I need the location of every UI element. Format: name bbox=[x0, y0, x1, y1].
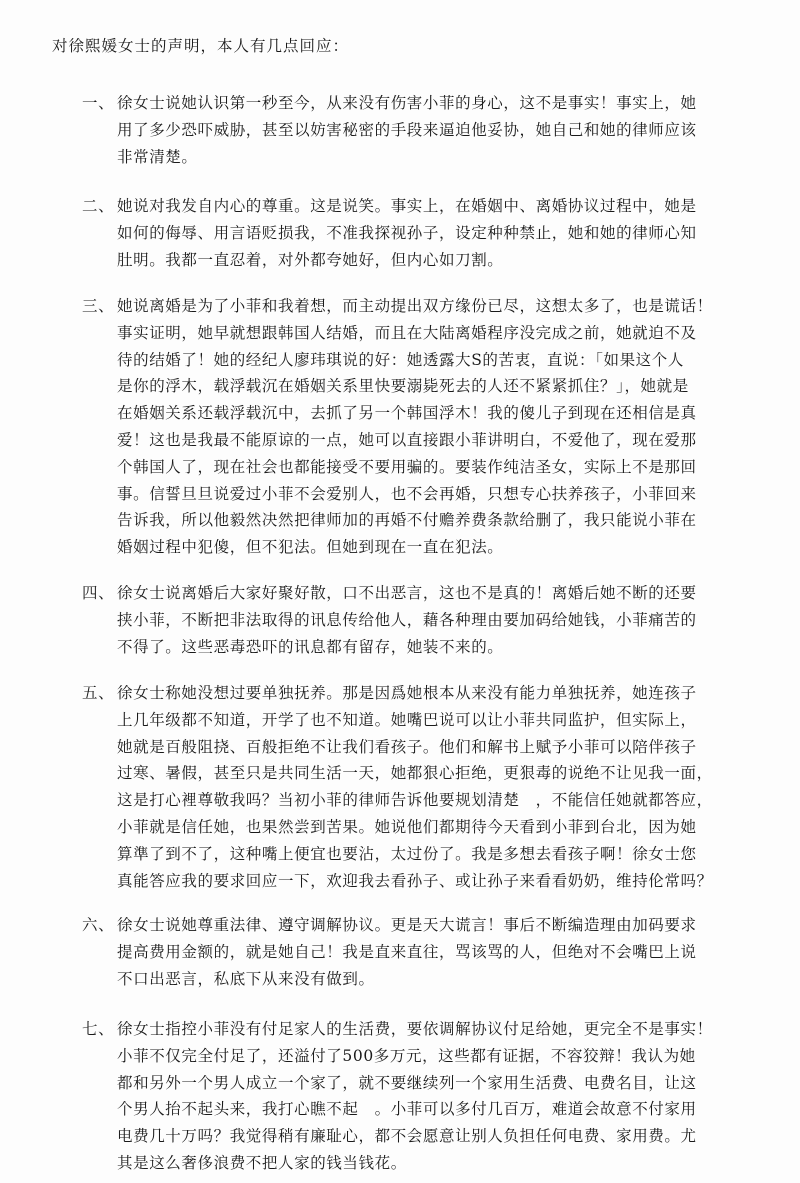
item-line: 提高费用金额的，就是她自己！我是直来直往，骂该骂的人，但绝对不会嘴巴上说 bbox=[117, 942, 697, 961]
item-line: 徐女士指控小菲没有付足家人的生活费，要依调解协议付足给她，更完全不是事实！ bbox=[117, 1020, 713, 1038]
item-line: 徐女士称她没想过要单独抚养。那是因爲她根本从来没有能力单独抚养，她连孩子 bbox=[117, 684, 697, 702]
item-line: 小菲就是信任她，也果然尝到苦果。她说他们都期待今天看到小菲到台北，因为她 bbox=[117, 817, 697, 836]
item-line: 肚明。我都一直忍着，对外都夸她好，但内心如刀割。 bbox=[117, 250, 504, 269]
statement-item-1 bbox=[82, 90, 762, 170]
item-line: 徐女士说她认识第一秒至今，从来没有伤害小菲的身心，这不是事实！事实上，她 bbox=[117, 94, 697, 112]
item-number: 二、 bbox=[82, 197, 115, 215]
statement-item-3 bbox=[82, 293, 762, 561]
item-number: 七、 bbox=[82, 1020, 115, 1038]
statement-item-4 bbox=[82, 580, 762, 660]
item-number: 四、 bbox=[82, 584, 115, 602]
item-line: 待的结婚了！她的经纪人廖玮琪说的好：她透露大S的苦衷，直说：「如果这个人 bbox=[117, 350, 684, 369]
item-line: 都和另外一个男人成立一个家了，就不要继续列一个家用生活费、电费名目，让这 bbox=[117, 1073, 697, 1092]
item-line: 婚姻过程中犯傻，但不犯法。但她到现在一直在犯法。 bbox=[117, 538, 504, 557]
item-line: 徐女士说离婚后大家好聚好散，口不出恶言，这也不是真的！离婚后她不断的还要 bbox=[117, 584, 697, 602]
item-line: 徐女士说她尊重法律、遵守调解协议。更是天大谎言！事后不断编造理由加码要求 bbox=[117, 916, 697, 934]
item-line: 用了多少恐吓威胁，甚至以妨害秘密的手段来逼迫他妥协，她自己和她的律师应该 bbox=[117, 120, 697, 139]
item-line: 过寒、暑假，甚至只是共同生活一天，她都狠心拒绝，更狠毒的说绝不让见我一面， bbox=[117, 764, 713, 783]
item-line: 挟小菲，不断把非法取得的讯息传给他人，藉各种理由要加码给她钱，小菲痛苦的 bbox=[117, 610, 697, 629]
item-number: 一、 bbox=[82, 94, 115, 112]
item-line: 非常清楚。 bbox=[117, 147, 198, 166]
item-line: 算準了到不了，这种嘴上便宜也要沾，太过份了。我是多想去看孩子啊！徐女士您 bbox=[117, 844, 697, 863]
item-line: 小菲不仅完全付足了，还溢付了500多万元，这些都有证据，不容狡辩！我认为她 bbox=[117, 1046, 696, 1065]
statement-item-6 bbox=[82, 912, 762, 992]
item-line: 其是这么奢侈浪费不把人家的钱当钱花。 bbox=[117, 1153, 407, 1172]
item-line: 如何的侮辱、用言语贬损我，不准我探视孙子，设定种种禁止，她和她的律师心知 bbox=[117, 223, 697, 242]
item-line: 个韩国人了，现在社会也都能接受不要用骗的。要装作纯洁圣女，实际上不是那回 bbox=[117, 457, 697, 476]
item-line: 她就是百般阻挠、百般拒绝不让我们看孩子。他们和解书上赋予小菲可以陪伴孩子 bbox=[117, 737, 697, 756]
item-line: 是你的浮木，载浮载沉在婚姻关系里快要溺毙死去的人还不紧紧抓住？」，她就是 bbox=[117, 377, 689, 396]
item-line: 她说对我发自内心的尊重。这是说笑。事实上，在婚姻中、离婚协议过程中，她是 bbox=[117, 197, 697, 215]
item-line: 在婚姻关系还载浮载沉中，去抓了另一个韩国浮木！我的傻儿子到现在还相信是真 bbox=[117, 404, 697, 423]
item-line: 这是打心裡尊敬我吗？当初小菲的律师告诉他要规划清楚 ，不能信任她就都答应， bbox=[117, 791, 713, 810]
item-number: 五、 bbox=[82, 684, 115, 702]
item-line: 电费几十万吗？我觉得稍有廉耻心，都不会愿意让别人负担任何电费、家用费。尤 bbox=[117, 1127, 697, 1146]
statement-item-5 bbox=[82, 680, 762, 894]
item-line: 真能答应我的要求回应一下，欢迎我去看孙子、或让孙子来看看奶奶，维持伦常吗？ bbox=[117, 871, 713, 890]
item-line: 不口出恶言，私底下从来没有做到。 bbox=[117, 969, 375, 988]
item-line: 她说离婚是为了小菲和我着想，而主动提出双方缘份已尽，这想太多了，也是谎话！ bbox=[117, 297, 713, 315]
item-line: 告诉我，所以他毅然决然把律师加的再婚不付赡养费条款给删了，我只能说小菲在 bbox=[117, 511, 697, 530]
statement-item-2 bbox=[82, 193, 762, 273]
item-number: 六、 bbox=[82, 916, 115, 934]
statement-item-7 bbox=[82, 1016, 762, 1177]
item-number: 三、 bbox=[82, 297, 115, 315]
item-line: 上几年级都不知道，开学了也不知道。她嘴巴说可以让小菲共同监护，但实际上， bbox=[117, 710, 697, 729]
statement-intro: 对徐熙媛女士的声明，本人有几点回应： bbox=[52, 37, 350, 55]
item-line: 个男人抬不起头来，我打心瞧不起 。小菲可以多付几百万，难道会故意不付家用 bbox=[117, 1100, 697, 1119]
item-line: 事。信誓旦旦说爱过小菲不会爱别人，也不会再婚，只想专心扶养孩子，小菲回来 bbox=[117, 484, 697, 503]
item-line: 事实证明，她早就想跟韩国人结婚，而且在大陆离婚程序没完成之前，她就迫不及 bbox=[117, 323, 697, 342]
item-line: 不得了。这些恶毒恐吓的讯息都有留存，她装不来的。 bbox=[117, 637, 504, 656]
item-line: 爱！这也是我最不能原谅的一点，她可以直接跟小菲讲明白，不爱他了，现在爱那 bbox=[117, 430, 697, 449]
